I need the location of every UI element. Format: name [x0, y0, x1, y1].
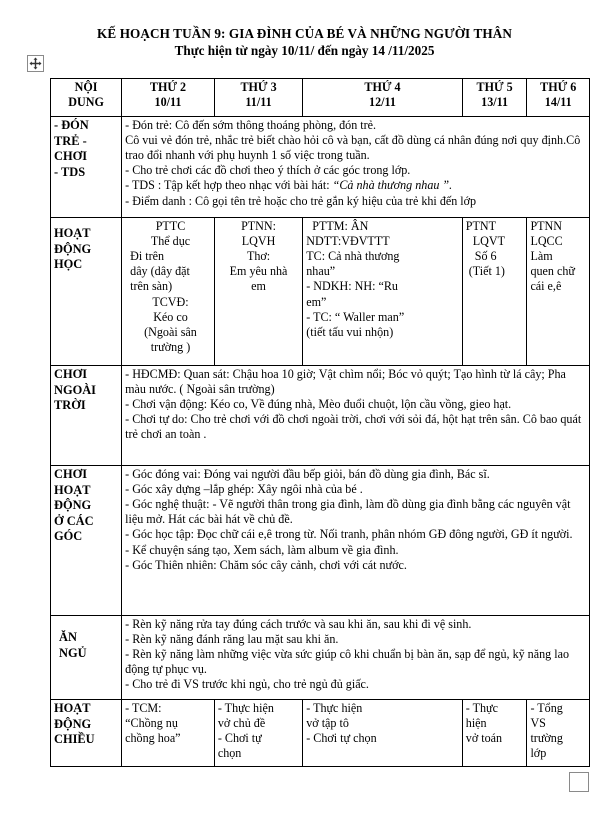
row-choi-ngoai-troi [51, 366, 590, 466]
table-move-handle[interactable] [27, 55, 44, 72]
document-subtitle: Thực hiện từ ngày 10/11/ đến ngày 14 /11/2025 [174, 43, 435, 58]
row-label-hoat-dong-chieu: HOẠT ĐỘNG CHIỀU [51, 700, 122, 767]
tds-line: - TDS : Tập kết hợp theo nhạc với bài hát: “Cả nhà thương nhau ”. [125, 178, 453, 193]
row-label-don-tre: - ĐÓN TRẺ - CHƠI - TDS [51, 117, 122, 218]
header-day-mon: THỨ 2 10/11 [122, 79, 215, 117]
row-hoat-dong-hoc [51, 218, 590, 366]
row-choi-hoat-dong-goc [51, 466, 590, 616]
header-day-fri: THỨ 6 14/11 [527, 79, 590, 117]
row-an-ngu [51, 616, 590, 700]
hdc-mon: - TCM: “Chồng nụ chồng hoa” [122, 700, 215, 767]
hdc-tue: - Thực hiện vở chủ đề - Chơi tự chọn [214, 700, 302, 767]
hdh-wed: PTTM: ÂN NDTT:VĐVTTT TC: Cả nhà thương nhau” - NDKH: NH: “Ru em” - TC: “ Waller man” (tiết tấu vui nhộn) [303, 218, 463, 366]
row-don-tre [51, 117, 590, 218]
move-arrows-icon [29, 57, 42, 70]
choi-ngoai-troi-content: - HĐCMĐ: Quan sát: Chậu hoa 10 giờ; Vật chìm nổi; Bóc vỏ quýt; Tạo hình từ lá cây; Pha màu nước. ( Ngoài sân trường) - Chơi vận động: Kéo co, Về đúng nhà, Mèo đuổi chuột, lộn cầu vồng, gieo hạt. - Chơi tự do: Cho trẻ chơi với đồ chơi ngoài trời, chơi với sỏi đá, hột hạt trên sân. Cô bao quát trẻ chơi an toàn . [122, 366, 590, 466]
hdc-wed: - Thực hiện vở tập tô - Chơi tự chọn [303, 700, 463, 767]
don-tre-content: - Đón trẻ: Cô đến sớm thông thoáng phòng, đón trẻ. Cô vui vẻ đón trẻ, nhắc trẻ biết chào hỏi cô và bạn, cất đồ dùng cá nhân đúng nơi quy định.Cô trao đổi nhanh với phụ huynh 1 số việc trong tuần. - Cho trẻ chơi các đồ chơi theo ý thích ở các góc trong lớp. - TDS : Tập kết hợp theo nhạc với bài hát: “Cả nhà thương nhau ”. - Điểm danh : Cô gọi tên trẻ hoặc cho trẻ gắn ký hiệu của trẻ khi đến lớp [122, 117, 590, 218]
hdc-thu: - Thực hiện vở toán [462, 700, 527, 767]
hdh-mon: PTTC Thể dục Đi trên dây (dây đặt trên sàn) TCVĐ: Kéo co (Ngoài sân trường ) [122, 218, 215, 366]
row-label-hoat-dong-hoc: HOẠT ĐỘNG HỌC [51, 218, 122, 366]
an-ngu-content: - Rèn kỹ năng rửa tay đúng cách trước và sau khi ăn, sau khi đi vệ sinh. - Rèn kỹ năng đánh răng lau mặt sau khi ăn. - Rèn kỹ năng làm những việc vừa sức giúp cô khi chuẩn bị bàn ăn, sạp để ngủ, kỹ năng lao động tự phục vụ. - Cho trẻ đi VS trước khi ngủ, cho trẻ ngủ đủ giấc. [122, 616, 590, 700]
hdh-tue: PTNN: LQVH Thơ: Em yêu nhà em [214, 218, 302, 366]
header-row [51, 79, 590, 117]
header-day-tue: THỨ 3 11/11 [214, 79, 302, 117]
row-label-choi-hoat-dong-goc: CHƠI HOẠT ĐỘNG Ở CÁC GÓC [51, 466, 122, 616]
hdc-fri: - Tổng VS trường lớp [527, 700, 590, 767]
header-content: NỘI DUNG [51, 79, 122, 117]
tds-song: “Cả nhà thương nhau ”. [332, 178, 453, 193]
row-hoat-dong-chieu [51, 700, 590, 767]
document-title: KẾ HOẠCH TUẦN 9: GIA ĐÌNH CỦA BÉ VÀ NHỮNG NGƯỜI THÂN [97, 26, 512, 41]
choi-hoat-dong-goc-content: - Góc đóng vai: Đóng vai người đầu bếp giỏi, bán đồ dùng gia đình, Bác sĩ. - Góc xây dựng –lắp ghép: Xây ngôi nhà của bé . - Góc nghệ thuật: - Vẽ người thân trong gia đình, làm đồ dùng gia đình bằng các nguyên vật liệu mở. Hát các bài hát về chủ đề. - Góc học tập: Đọc chữ cái e,ê trong từ. Nối tranh, phân nhóm GĐ đông người, GĐ ít người. - Kể chuyện sáng tạo, Xem sách, làm album về gia đình. - Góc Thiên nhiên: Chăm sóc cây cảnh, chơi với cát nước. [122, 466, 590, 616]
weekly-plan-table [50, 78, 590, 767]
header-day-thu: THỨ 5 13/11 [462, 79, 527, 117]
table-resize-handle[interactable] [569, 772, 589, 792]
row-label-choi-ngoai-troi: CHƠI NGOÀI TRỜI [51, 366, 122, 466]
row-label-an-ngu: ĂN NGỦ [51, 616, 122, 700]
hdh-fri: PTNN LQCC Làm quen chữ cái e,ê [527, 218, 590, 366]
hdh-thu: PTNT LQVT Số 6 (Tiết 1) [462, 218, 527, 366]
header-day-wed: THỨ 4 12/11 [303, 79, 463, 117]
